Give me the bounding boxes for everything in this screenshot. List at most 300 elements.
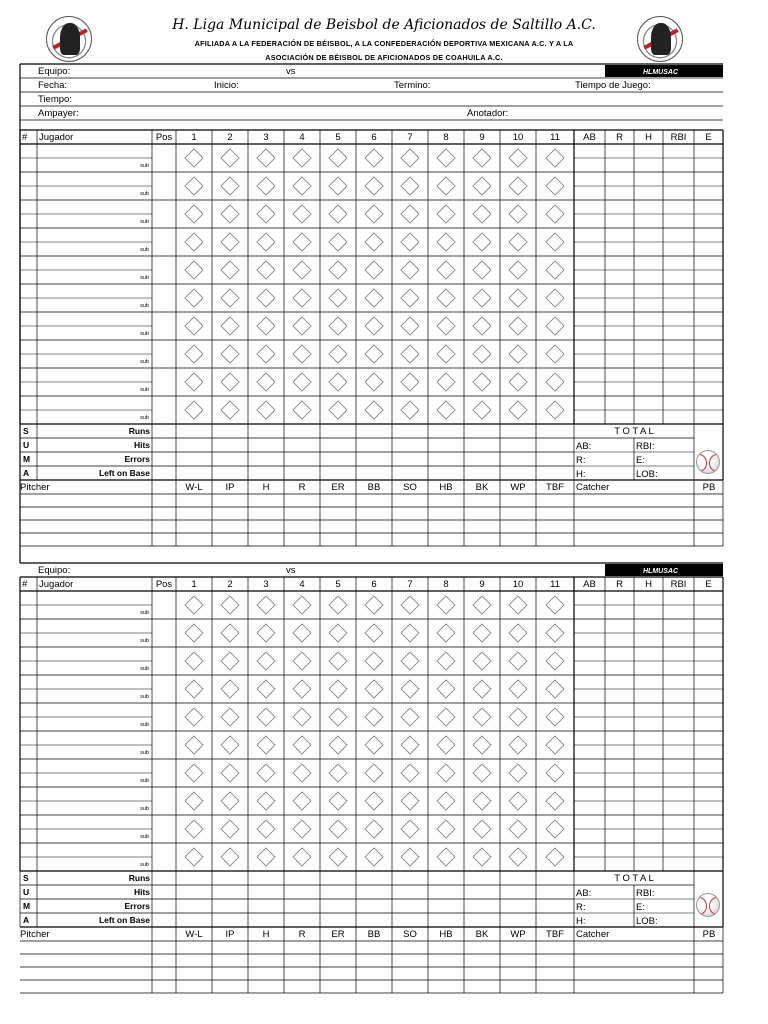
inning-header: 1 xyxy=(191,579,197,590)
total-r-label: R: xyxy=(576,902,586,913)
base-diamond xyxy=(401,205,419,223)
passed-ball-header: PB xyxy=(702,482,716,493)
base-diamond xyxy=(293,289,311,307)
base-diamond xyxy=(401,652,419,670)
catcher-header: Catcher xyxy=(576,482,610,493)
stat-header: AB xyxy=(583,132,596,143)
base-diamond xyxy=(185,652,203,670)
base-diamond xyxy=(509,177,527,195)
base-diamond xyxy=(185,373,203,391)
base-diamond xyxy=(473,177,491,195)
inning-header: 2 xyxy=(227,579,233,590)
total-lob-label: LOB: xyxy=(636,916,658,927)
base-diamond xyxy=(365,708,383,726)
inning-header: 2 xyxy=(227,132,233,143)
base-diamond xyxy=(257,652,275,670)
sub-label: sub xyxy=(140,275,149,281)
team-label: Equipo: xyxy=(38,565,71,576)
pitching-col-header: R xyxy=(298,482,306,493)
summary-label: Left on Base xyxy=(98,915,150,925)
base-diamond xyxy=(473,345,491,363)
base-diamond xyxy=(221,736,239,754)
base-diamond xyxy=(546,652,564,670)
base-diamond xyxy=(473,233,491,251)
base-diamond xyxy=(329,708,347,726)
inning-header: 1 xyxy=(191,132,197,143)
stat-header: H xyxy=(645,579,652,590)
base-diamond xyxy=(221,289,239,307)
base-diamond xyxy=(509,708,527,726)
base-diamond xyxy=(437,736,455,754)
base-diamond xyxy=(546,345,564,363)
number-header: # xyxy=(22,132,28,143)
inning-header: 10 xyxy=(512,579,524,590)
base-diamond xyxy=(221,317,239,335)
sub-label: sub xyxy=(140,387,149,393)
base-diamond xyxy=(257,289,275,307)
sub-label: sub xyxy=(140,666,149,672)
base-diamond xyxy=(546,848,564,866)
base-diamond xyxy=(546,624,564,642)
sub-label: sub xyxy=(140,359,149,365)
base-diamond xyxy=(257,373,275,391)
base-diamond xyxy=(293,736,311,754)
base-diamond xyxy=(257,233,275,251)
base-diamond xyxy=(185,289,203,307)
base-diamond xyxy=(257,848,275,866)
base-diamond xyxy=(473,317,491,335)
sub-label: sub xyxy=(140,163,149,169)
stat-header: R xyxy=(616,132,623,143)
base-diamond xyxy=(546,736,564,754)
base-diamond xyxy=(257,205,275,223)
base-diamond xyxy=(437,764,455,782)
base-diamond xyxy=(329,848,347,866)
base-diamond xyxy=(185,317,203,335)
base-diamond xyxy=(221,149,239,167)
stat-header: RBI xyxy=(670,579,687,590)
base-diamond xyxy=(257,764,275,782)
pitching-col-header: WP xyxy=(510,929,526,940)
inning-header: 5 xyxy=(335,132,341,143)
summary-label: Runs xyxy=(128,426,150,436)
base-diamond xyxy=(221,596,239,614)
base-diamond xyxy=(365,680,383,698)
base-diamond xyxy=(293,261,311,279)
base-diamond xyxy=(329,345,347,363)
base-diamond xyxy=(185,708,203,726)
base-diamond xyxy=(257,177,275,195)
pitching-col-header: H xyxy=(262,929,270,940)
base-diamond xyxy=(365,149,383,167)
summary-label: Hits xyxy=(133,887,150,897)
sub-label: sub xyxy=(140,638,149,644)
base-diamond xyxy=(437,205,455,223)
base-diamond xyxy=(473,373,491,391)
base-diamond xyxy=(329,736,347,754)
inning-header: 6 xyxy=(371,579,377,590)
base-diamond xyxy=(221,848,239,866)
summary-label: Runs xyxy=(128,873,150,883)
base-diamond xyxy=(401,848,419,866)
base-diamond xyxy=(473,708,491,726)
summary-label: Errors xyxy=(124,454,150,464)
base-diamond xyxy=(546,289,564,307)
base-diamond xyxy=(221,373,239,391)
sub-label: sub xyxy=(140,778,149,784)
base-diamond xyxy=(509,261,527,279)
base-diamond xyxy=(221,205,239,223)
base-diamond xyxy=(509,233,527,251)
base-diamond xyxy=(473,652,491,670)
base-diamond xyxy=(546,373,564,391)
sub-label: sub xyxy=(140,862,149,868)
baseball-icon xyxy=(696,450,720,474)
base-diamond xyxy=(185,624,203,642)
base-diamond xyxy=(473,820,491,838)
total-header: T O T A L xyxy=(614,426,654,437)
total-rbi-label: RBI: xyxy=(636,888,655,899)
base-diamond xyxy=(329,233,347,251)
base-diamond xyxy=(509,596,527,614)
base-diamond xyxy=(185,149,203,167)
base-diamond xyxy=(293,708,311,726)
league-badge: HLMUSAC xyxy=(643,69,678,76)
base-diamond xyxy=(401,680,419,698)
number-header: # xyxy=(22,579,28,590)
base-diamond xyxy=(329,317,347,335)
base-diamond xyxy=(365,820,383,838)
base-diamond xyxy=(257,820,275,838)
base-diamond xyxy=(293,205,311,223)
base-diamond xyxy=(329,205,347,223)
base-diamond xyxy=(221,764,239,782)
base-diamond xyxy=(329,149,347,167)
base-diamond xyxy=(293,652,311,670)
sub-label: sub xyxy=(140,806,149,812)
base-diamond xyxy=(437,401,455,419)
base-diamond xyxy=(293,149,311,167)
player-header: Jugador xyxy=(39,132,74,143)
base-diamond xyxy=(293,345,311,363)
base-diamond xyxy=(221,820,239,838)
base-diamond xyxy=(473,149,491,167)
base-diamond xyxy=(546,680,564,698)
base-diamond xyxy=(185,345,203,363)
base-diamond xyxy=(546,596,564,614)
stat-header: E xyxy=(705,579,712,590)
game-time-label: Tiempo de Juego: xyxy=(575,80,651,91)
summary-letter: U xyxy=(23,887,30,897)
total-h-label: H: xyxy=(576,469,586,480)
pitcher-header: Pitcher xyxy=(20,482,50,493)
inning-header: 4 xyxy=(299,579,305,590)
base-diamond xyxy=(365,261,383,279)
sub-label: sub xyxy=(140,191,149,197)
base-diamond xyxy=(401,708,419,726)
base-diamond xyxy=(509,345,527,363)
base-diamond xyxy=(221,401,239,419)
base-diamond xyxy=(437,177,455,195)
base-diamond xyxy=(365,624,383,642)
pitching-col-header: BK xyxy=(475,482,489,493)
pitcher-header: Pitcher xyxy=(20,929,50,940)
sub-label: sub xyxy=(140,694,149,700)
base-diamond xyxy=(185,736,203,754)
base-diamond xyxy=(437,233,455,251)
sub-label: sub xyxy=(140,331,149,337)
base-diamond xyxy=(293,848,311,866)
base-diamond xyxy=(329,820,347,838)
base-diamond xyxy=(293,317,311,335)
base-diamond xyxy=(257,345,275,363)
date-label: Fecha: xyxy=(38,80,68,91)
base-diamond xyxy=(293,233,311,251)
base-diamond xyxy=(329,596,347,614)
base-diamond xyxy=(293,624,311,642)
base-diamond xyxy=(365,233,383,251)
inning-header: 8 xyxy=(443,579,449,590)
total-rbi-label: RBI: xyxy=(636,441,655,452)
inning-header: 7 xyxy=(407,579,413,590)
sub-label: sub xyxy=(140,722,149,728)
base-diamond xyxy=(473,680,491,698)
inning-header: 11 xyxy=(550,132,560,143)
base-diamond xyxy=(365,652,383,670)
base-diamond xyxy=(401,624,419,642)
base-diamond xyxy=(185,205,203,223)
base-diamond xyxy=(509,149,527,167)
inning-header: 7 xyxy=(407,132,413,143)
base-diamond xyxy=(401,233,419,251)
base-diamond xyxy=(257,708,275,726)
base-diamond xyxy=(365,205,383,223)
inning-header: 6 xyxy=(371,132,377,143)
base-diamond xyxy=(546,177,564,195)
pitching-col-header: R xyxy=(298,929,306,940)
base-diamond xyxy=(437,708,455,726)
sub-label: sub xyxy=(140,303,149,309)
base-diamond xyxy=(365,177,383,195)
pitching-col-header: H xyxy=(262,482,270,493)
base-diamond xyxy=(185,848,203,866)
pitching-col-header: ER xyxy=(331,929,345,940)
base-diamond xyxy=(473,792,491,810)
base-diamond xyxy=(329,373,347,391)
base-diamond xyxy=(185,596,203,614)
baseball-icon xyxy=(696,893,720,917)
total-r-label: R: xyxy=(576,455,586,466)
base-diamond xyxy=(401,792,419,810)
base-diamond xyxy=(401,149,419,167)
pitching-col-header: HB xyxy=(439,929,453,940)
affiliation-line-2: ASOCIACIÓN DE BÉISBOL DE AFICIONADOS DE COAHUILA A.C. xyxy=(265,53,503,62)
inning-header: 4 xyxy=(299,132,305,143)
base-diamond xyxy=(401,345,419,363)
base-diamond xyxy=(473,261,491,279)
base-diamond xyxy=(257,317,275,335)
base-diamond xyxy=(365,848,383,866)
base-diamond xyxy=(437,289,455,307)
base-diamond xyxy=(257,596,275,614)
position-header: Pos xyxy=(155,132,173,143)
total-lob-label: LOB: xyxy=(636,469,658,480)
base-diamond xyxy=(365,764,383,782)
sub-label: sub xyxy=(140,834,149,840)
base-diamond xyxy=(329,652,347,670)
scorer-label: Anotador: xyxy=(467,108,509,119)
base-diamond xyxy=(509,764,527,782)
base-diamond xyxy=(509,205,527,223)
base-diamond xyxy=(365,596,383,614)
versus-label: vs xyxy=(286,66,296,77)
pitching-col-header: HB xyxy=(439,482,453,493)
summary-letter: U xyxy=(23,440,30,450)
sub-label: sub xyxy=(140,247,149,253)
base-diamond xyxy=(546,261,564,279)
base-diamond xyxy=(293,401,311,419)
base-diamond xyxy=(365,736,383,754)
inning-header: 3 xyxy=(263,579,269,590)
base-diamond xyxy=(329,624,347,642)
sub-label: sub xyxy=(140,219,149,225)
summary-letter: A xyxy=(23,915,30,925)
base-diamond xyxy=(293,596,311,614)
base-diamond xyxy=(509,792,527,810)
inning-header: 5 xyxy=(335,579,341,590)
stat-header: RBI xyxy=(670,132,687,143)
base-diamond xyxy=(546,205,564,223)
summary-letter: M xyxy=(23,454,31,464)
base-diamond xyxy=(509,373,527,391)
base-diamond xyxy=(293,792,311,810)
base-diamond xyxy=(293,764,311,782)
inning-header: 10 xyxy=(512,132,524,143)
summary-letter: S xyxy=(23,426,29,436)
inning-header: 9 xyxy=(479,132,485,143)
base-diamond xyxy=(257,261,275,279)
base-diamond xyxy=(329,792,347,810)
base-diamond xyxy=(293,373,311,391)
summary-label: Errors xyxy=(124,901,150,911)
pitching-col-header: BK xyxy=(475,929,489,940)
base-diamond xyxy=(437,820,455,838)
base-diamond xyxy=(546,401,564,419)
pitching-col-header: IP xyxy=(225,929,235,940)
pitching-col-header: ER xyxy=(331,482,345,493)
base-diamond xyxy=(365,289,383,307)
inning-header: 9 xyxy=(479,579,485,590)
base-diamond xyxy=(221,624,239,642)
umpire-label: Ampayer: xyxy=(38,108,79,119)
base-diamond xyxy=(401,373,419,391)
base-diamond xyxy=(401,289,419,307)
base-diamond xyxy=(329,764,347,782)
pitching-col-header: W-L xyxy=(185,482,203,493)
summary-label: Left on Base xyxy=(98,468,150,478)
base-diamond xyxy=(221,680,239,698)
base-diamond xyxy=(257,624,275,642)
league-title: H. Liga Municipal de Beisbol de Aficionados de Saltillo A.C. xyxy=(172,17,596,33)
base-diamond xyxy=(257,149,275,167)
team-label: Equipo: xyxy=(38,66,71,77)
stat-header: AB xyxy=(583,579,596,590)
base-diamond xyxy=(329,680,347,698)
base-diamond xyxy=(509,652,527,670)
base-diamond xyxy=(473,736,491,754)
base-diamond xyxy=(365,345,383,363)
base-diamond xyxy=(437,149,455,167)
pitching-col-header: WP xyxy=(510,482,526,493)
total-e-label: E: xyxy=(636,455,645,466)
base-diamond xyxy=(437,680,455,698)
base-diamond xyxy=(546,317,564,335)
base-diamond xyxy=(257,680,275,698)
base-diamond xyxy=(185,792,203,810)
player-header: Jugador xyxy=(39,579,74,590)
inning-header: 3 xyxy=(263,132,269,143)
inning-header: 11 xyxy=(550,579,560,590)
pitching-col-header: TBF xyxy=(546,482,564,493)
base-diamond xyxy=(221,177,239,195)
passed-ball-header: PB xyxy=(702,929,716,940)
affiliation-line-1: AFILIADA A LA FEDERACIÓN DE BÉISBOL, A LA CONFEDERACIÓN DEPORTIVA MEXICANA A.C. Y A LA xyxy=(194,39,574,48)
base-diamond xyxy=(221,233,239,251)
base-diamond xyxy=(365,317,383,335)
total-e-label: E: xyxy=(636,902,645,913)
base-diamond xyxy=(509,317,527,335)
base-diamond xyxy=(437,596,455,614)
inning-header: 8 xyxy=(443,132,449,143)
base-diamond xyxy=(401,317,419,335)
base-diamond xyxy=(437,848,455,866)
base-diamond xyxy=(221,792,239,810)
base-diamond xyxy=(509,848,527,866)
base-diamond xyxy=(221,345,239,363)
sub-label: sub xyxy=(140,415,149,421)
base-diamond xyxy=(365,373,383,391)
summary-letter: A xyxy=(23,468,30,478)
sub-label: sub xyxy=(140,750,149,756)
pitching-col-header: TBF xyxy=(546,929,564,940)
time-label: Tiempo: xyxy=(38,94,72,105)
sub-label: sub xyxy=(140,610,149,616)
base-diamond xyxy=(437,652,455,670)
base-diamond xyxy=(329,401,347,419)
base-diamond xyxy=(401,177,419,195)
base-diamond xyxy=(509,289,527,307)
base-diamond xyxy=(401,736,419,754)
base-diamond xyxy=(473,596,491,614)
base-diamond xyxy=(473,289,491,307)
base-diamond xyxy=(221,652,239,670)
base-diamond xyxy=(473,848,491,866)
stat-header: E xyxy=(705,132,712,143)
base-diamond xyxy=(401,820,419,838)
base-diamond xyxy=(437,792,455,810)
base-diamond xyxy=(509,401,527,419)
base-diamond xyxy=(185,177,203,195)
base-diamond xyxy=(401,596,419,614)
base-diamond xyxy=(293,820,311,838)
base-diamond xyxy=(401,764,419,782)
position-header: Pos xyxy=(155,579,173,590)
base-diamond xyxy=(546,764,564,782)
catcher-header: Catcher xyxy=(576,929,610,940)
base-diamond xyxy=(473,205,491,223)
base-diamond xyxy=(221,708,239,726)
base-diamond xyxy=(401,401,419,419)
